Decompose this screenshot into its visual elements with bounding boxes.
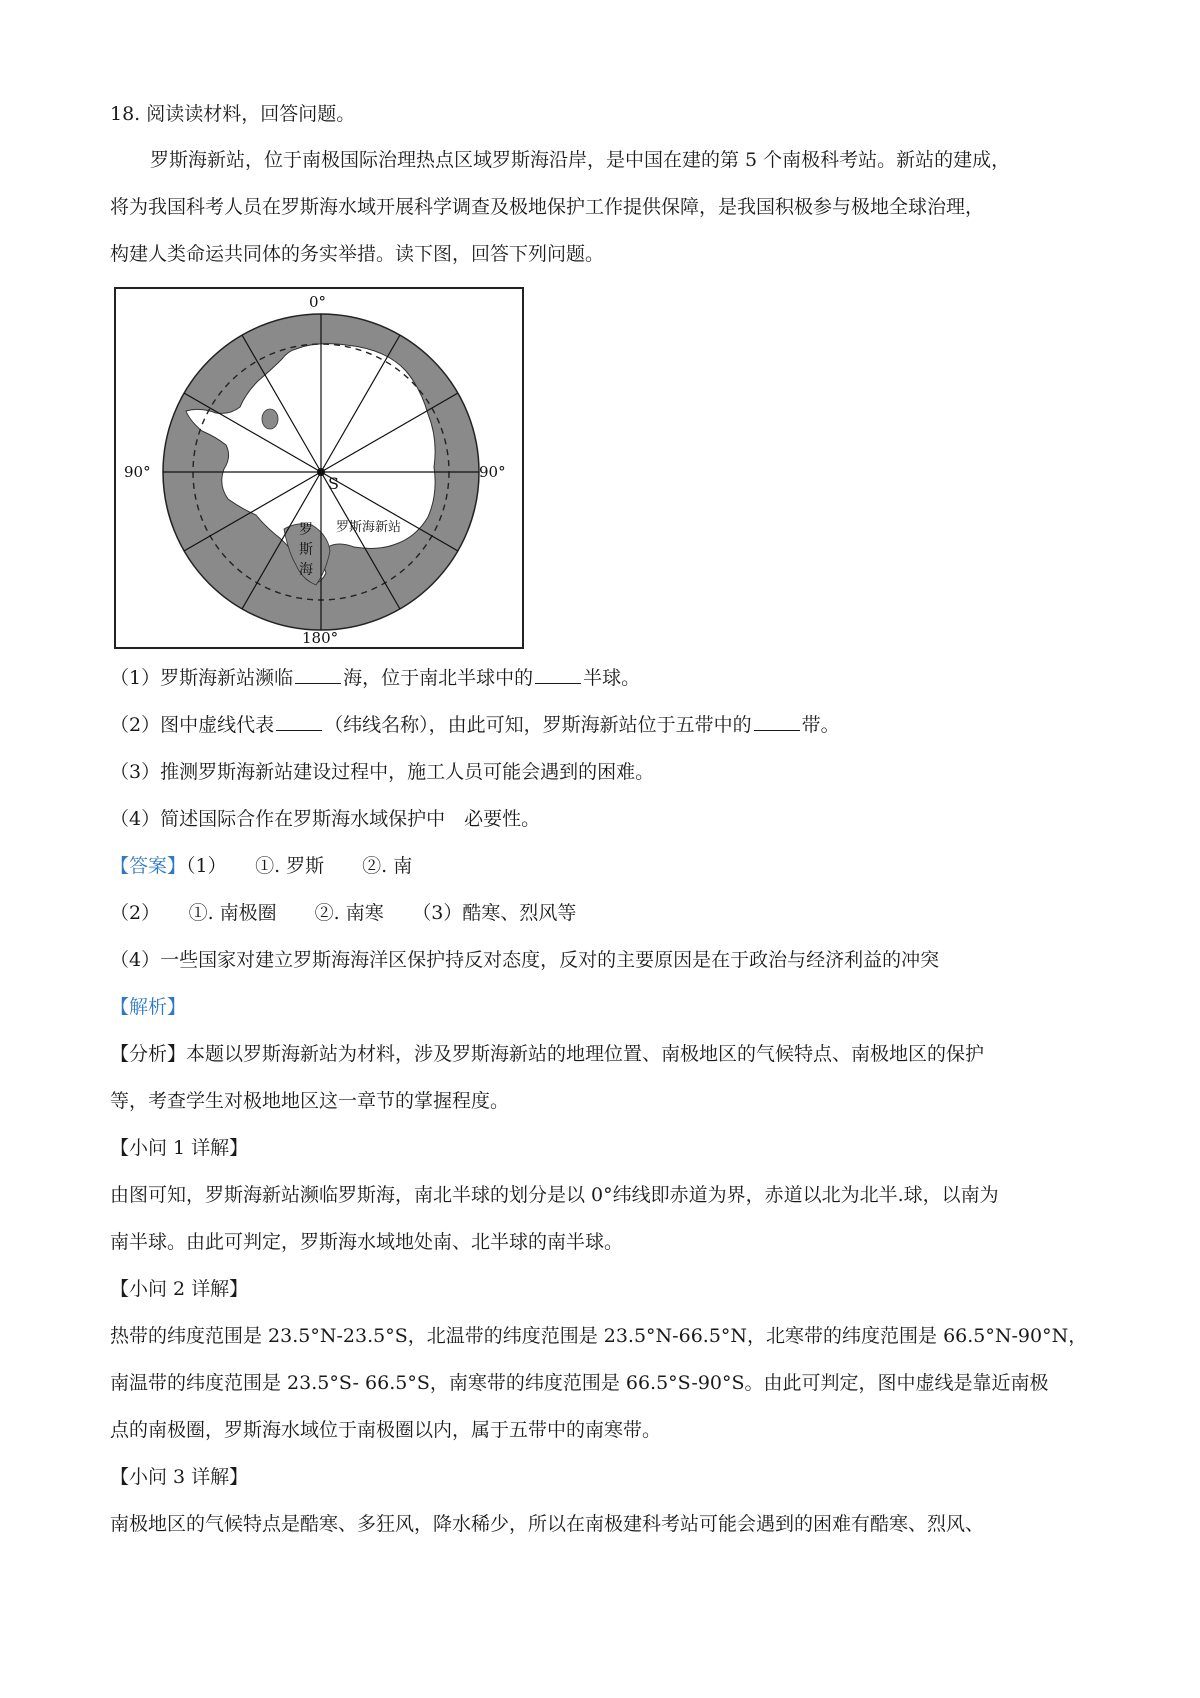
antarctica-map-svg — [116, 289, 521, 646]
sq2-blank-1 — [276, 712, 322, 731]
question-title: 18. 阅读读材料，回答问题。 — [110, 103, 356, 125]
label-90-east: 90° — [479, 463, 506, 481]
sub-question-3: （3）推测罗斯海新站建设过程中，施工人员可能会遇到的困难。 — [110, 761, 655, 783]
antarctica-map — [114, 287, 524, 649]
sub-answer-2-line-1: 热带的纬度范围是 23.5°N-23.5°S，北温带的纬度范围是 23.5°N-66.5°N，北寒带的纬度范围是 66.5°N-90°N， — [110, 1325, 1088, 1347]
material-line-2: 将为我国科考人员在罗斯海水域开展科学调查及极地保护工作提供保障，是我国积极参与极地全球治理， — [110, 196, 985, 218]
label-90-west: 90° — [124, 463, 151, 481]
label-ross-station: 罗斯海新站 — [336, 520, 402, 535]
sub-answer-1-line-1: 由图可知，罗斯海新站濒临罗斯海，南北半球的划分是以 0°纬线即赤道为界，赤道以北为北半.球，以南为 — [110, 1184, 999, 1206]
sq1-text-b: 海，位于南北半球中的 — [343, 667, 534, 689]
sq2-text-b: （纬线名称），由此可知，罗斯海新站位于五带中的 — [324, 714, 752, 736]
sub-answer-3-heading: 【小问 3 详解】 — [110, 1466, 249, 1488]
sub-question-4: （4）简述国际合作在罗斯海水域保护中 必要性。 — [110, 808, 541, 830]
weddell-sea-area — [262, 409, 278, 429]
sub-answer-2-line-3: 点的南极圈，罗斯海水域位于南极圈以内，属于五带中的南寒带。 — [110, 1419, 662, 1441]
sub-question-1 — [110, 665, 640, 691]
sq1-text-c: 半球。 — [583, 667, 641, 689]
sq2-text-c: 带。 — [801, 714, 840, 736]
sq1-blank-2 — [535, 665, 581, 684]
label-ross-sea-3: 海 — [299, 562, 313, 578]
material-line-3: 构建人类命运共同体的务实举措。读下图，回答下列问题。 — [110, 243, 605, 265]
material-line-1: 罗斯海新站，位于南极国际治理热点区域罗斯海沿岸，是中国在建的第 5 个南极科考站。新站的建成， — [150, 149, 1011, 171]
answer-line-1-text: （1） ①. 罗斯 ②. 南 — [186, 855, 413, 877]
answer-line-2: （2） ①. 南极圈 ②. 南寒 （3）酷寒、烈风等 — [110, 902, 577, 924]
sq2-blank-2 — [754, 712, 800, 731]
answer-line-1 — [110, 853, 412, 879]
sq2-text-a: （2）图中虚线代表 — [110, 714, 275, 736]
sub-answer-1-line-2: 南半球。由此可判定，罗斯海水域地处南、北半球的南半球。 — [110, 1231, 624, 1253]
analysis-fenxi-2: 等，考查学生对极地地区这一章节的掌握程度。 — [110, 1090, 510, 1112]
sq1-blank-1 — [295, 665, 341, 684]
sub-answer-1-heading: 【小问 1 详解】 — [110, 1137, 249, 1159]
south-pole-dot — [317, 468, 325, 476]
analysis-tag: 【解析】 — [110, 996, 187, 1018]
sub-answer-3-line-1: 南极地区的气候特点是酷寒、多狂风，降水稀少，所以在南极建科考站可能会遇到的困难有酷寒、烈风、 — [110, 1513, 985, 1535]
sub-answer-2-line-2: 南温带的纬度范围是 23.5°S- 66.5°S，南寒带的纬度范围是 66.5°S-90°S。由此可判定，图中虚线是靠近南极 — [110, 1372, 1049, 1394]
answer-line-3: （4）一些国家对建立罗斯海海洋区保护持反对态度，反对的主要原因是在于政治与经济利益的冲突 — [110, 949, 940, 971]
label-0-degree: 0° — [309, 293, 327, 311]
sub-question-2 — [110, 712, 840, 738]
analysis-fenxi-1: 【分析】本题以罗斯海新站为材料，涉及罗斯海新站的地理位置、南极地区的气候特点、南极地区的保护 — [110, 1043, 985, 1065]
sub-answer-2-heading: 【小问 2 详解】 — [110, 1278, 249, 1300]
label-180-degree: 180° — [302, 629, 339, 646]
label-south-pole: S — [328, 474, 339, 493]
sq1-text-a: （1）罗斯海新站濒临 — [110, 667, 294, 689]
answer-tag: 【答案】 — [110, 855, 187, 877]
label-ross-sea-1: 罗 — [299, 522, 313, 538]
label-ross-sea-2: 斯 — [299, 542, 313, 558]
